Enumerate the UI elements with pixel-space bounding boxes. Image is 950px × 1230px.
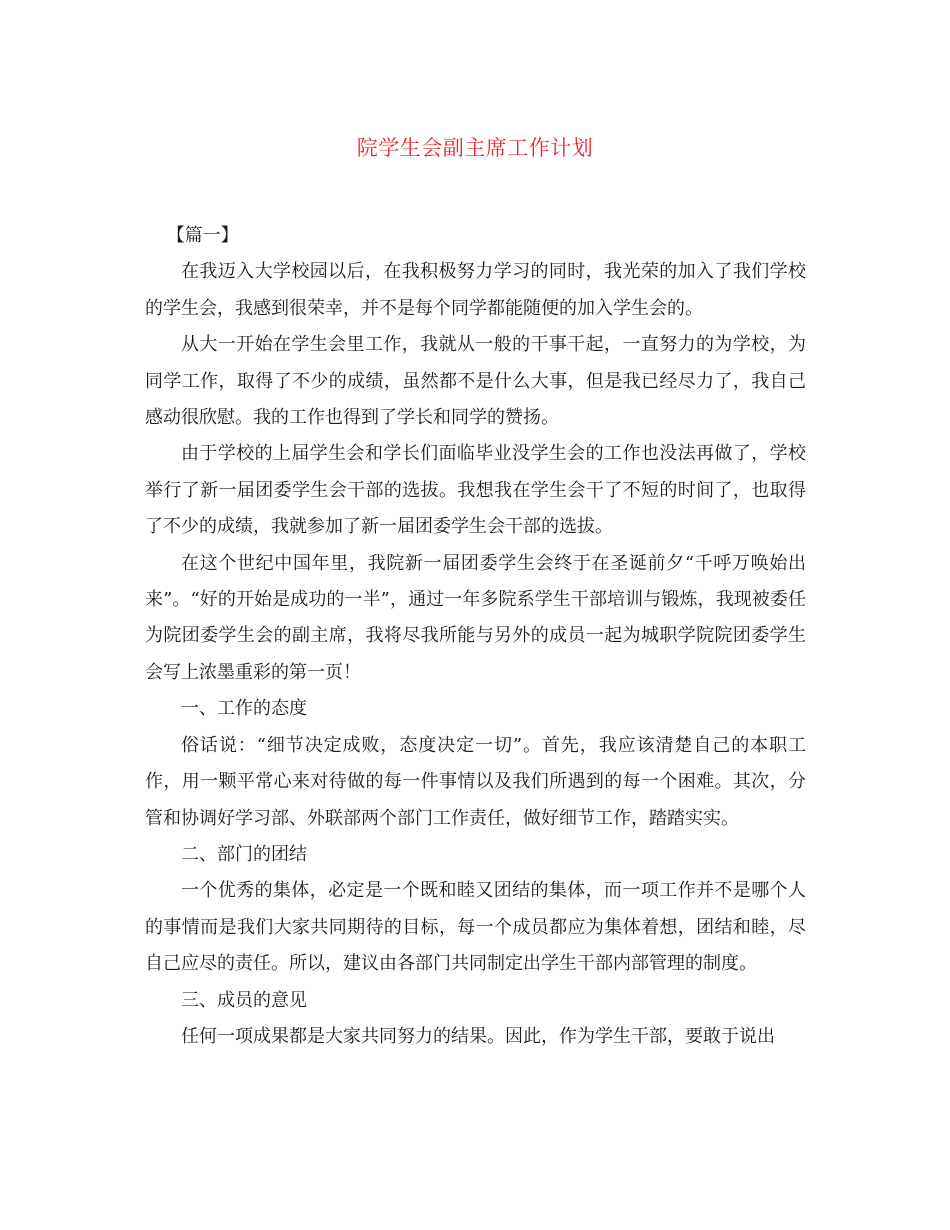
section-label: 【篇一】 [166, 225, 239, 246]
paragraph: 从大一开始在学生会里工作，我就从一般的干事干起，一直努力的为学校，为同学工作，取得了不少的成绩，虽然都不是什么大事，但是我已经尽力了，我自己感动很欣慰。我的工作也得到了学长和同学的赞扬。 [145, 334, 806, 429]
heading-attitude: 一、工作的态度 [181, 698, 307, 720]
heading-unity: 二、部门的团结 [181, 843, 307, 865]
document-body [145, 218, 806, 1055]
paragraph: 在这个世纪中国年里，我院新一届团委学生会终于在圣诞前夕“千呼万唤始出来”。“好的开始是成功的一半”，通过一年多院系学生干部培训与锻炼，我现被委任为院团委学生会的副主席，我将尽我所能与另外的成员一起为城职学院院团委学生会写上浓墨重彩的第一页！ [145, 552, 806, 683]
paragraph: 由于学校的上届学生会和学长们面临毕业没学生会的工作也没法再做了，学校举行了新一届团委学生会干部的选拔。我想我在学生会干了不短的时间了，也取得了不少的成绩，我就参加了新一届团委学生会干部的选拔。 [145, 443, 806, 538]
heading-opinions: 三、成员的意见 [181, 989, 307, 1011]
paragraph: 在我迈入大学校园以后，在我积极努力学习的同时，我光荣的加入了我们学校的学生会，我感到很荣幸，并不是每个同学都能随便的加入学生会的。 [145, 261, 806, 319]
document-title: 院学生会副主席工作计划 [356, 136, 594, 160]
paragraph: 一个优秀的集体，必定是一个既和睦又团结的集体，而一项工作并不是哪个人的事情而是我们大家共同期待的目标，每一个成员都应为集体着想，团结和睦，尽自己应尽的责任。所以，建议由各部门共同制定出学生干部内部管理的制度。 [145, 880, 806, 975]
paragraph: 俗话说：“细节决定成败，态度决定一切”。首先，我应该清楚自己的本职工作，用一颗平常心来对待做的每一件事情以及我们所遇到的每一个困难。其次，分管和协调好学习部、外联部两个部门工作责任，做好细节工作，踏踏实实。 [145, 734, 806, 829]
paragraph: 任何一项成果都是大家共同努力的结果。因此，作为学生干部，要敢于说出 [181, 1025, 775, 1047]
